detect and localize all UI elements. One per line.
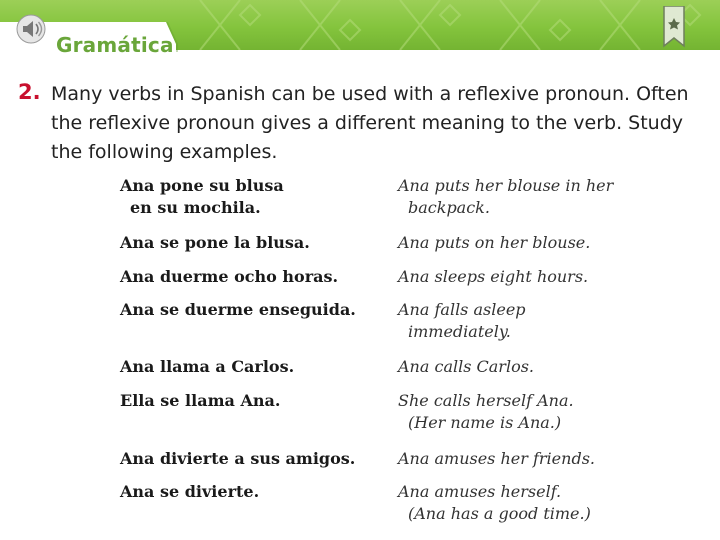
example-english bbox=[398, 266, 588, 288]
section-title: Gramática bbox=[56, 33, 174, 57]
example-english-line: Ana puts her blouse in her bbox=[398, 176, 614, 195]
example-spanish bbox=[120, 356, 294, 378]
example-english-line: Ana sleeps eight hours. bbox=[398, 267, 589, 286]
example-spanish bbox=[120, 175, 284, 219]
example-spanish bbox=[120, 390, 280, 412]
example-english-line: (Ana has a good time.) bbox=[408, 504, 591, 523]
example-english-line: backpack. bbox=[408, 198, 490, 217]
example-english bbox=[398, 232, 590, 254]
example-spanish-line: Ana se pone la blusa. bbox=[120, 233, 310, 252]
example-english-line: Ana amuses her friends. bbox=[398, 449, 595, 468]
example-spanish-line: Ana divierte a sus amigos. bbox=[120, 449, 356, 468]
example-english-line: immediately. bbox=[408, 322, 511, 341]
example-spanish bbox=[120, 266, 338, 288]
speaker-icon[interactable] bbox=[16, 14, 46, 44]
example-spanish bbox=[120, 448, 355, 470]
bookmark-icon[interactable] bbox=[662, 6, 686, 50]
example-english-line: Ana amuses herself. bbox=[398, 482, 562, 501]
example-english bbox=[398, 390, 574, 434]
example-english-line: (Her name is Ana.) bbox=[408, 413, 562, 432]
example-english-line: Ana falls asleep bbox=[398, 300, 526, 319]
example-english bbox=[398, 175, 613, 219]
example-english bbox=[398, 448, 595, 470]
example-english bbox=[398, 299, 526, 343]
example-english-line: Ana puts on her blouse. bbox=[398, 233, 591, 252]
example-spanish-line: en su mochila. bbox=[130, 198, 261, 217]
example-spanish bbox=[120, 299, 356, 321]
example-spanish-line: Ana se divierte. bbox=[120, 482, 260, 501]
example-english bbox=[398, 356, 534, 378]
example-spanish bbox=[120, 232, 310, 254]
example-spanish-line: Ana duerme ocho horas. bbox=[120, 267, 339, 286]
example-spanish-line: Ana se duerme enseguida. bbox=[120, 300, 356, 319]
example-spanish-line: Ella se llama Ana. bbox=[120, 391, 281, 410]
exercise-intro: Many verbs in Spanish can be used with a reflexive pronoun. Often the reflexive pronoun gives a different meaning to the verb. Study the following examples. bbox=[51, 83, 689, 163]
example-spanish bbox=[120, 481, 259, 503]
example-english-line: Ana calls Carlos. bbox=[398, 357, 534, 376]
example-english-line: She calls herself Ana. bbox=[398, 391, 574, 410]
example-spanish-line: Ana pone su blusa bbox=[120, 176, 284, 195]
exercise-number: 2. bbox=[18, 80, 41, 104]
example-spanish-line: Ana llama a Carlos. bbox=[120, 357, 295, 376]
example-english bbox=[398, 481, 591, 525]
